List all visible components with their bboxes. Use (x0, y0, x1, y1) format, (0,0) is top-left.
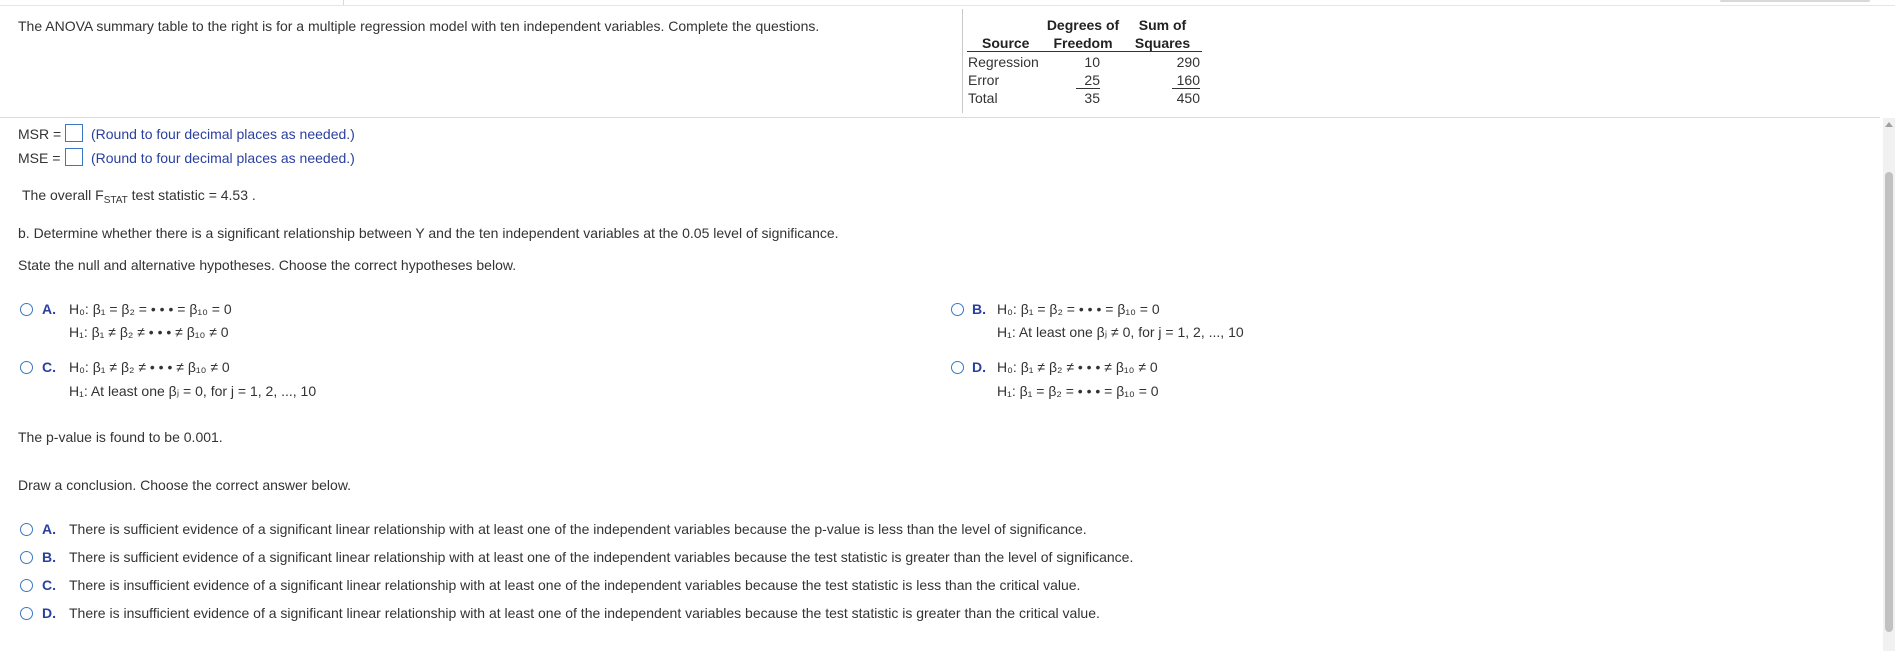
table-divider (962, 9, 963, 113)
row-ss: 450 (1176, 90, 1200, 106)
msr-input[interactable] (65, 124, 83, 142)
pvalue-text: The p-value is found to be 0.001. (18, 429, 223, 445)
scroll-up-icon[interactable] (1885, 122, 1893, 127)
row-df: 35 (1084, 90, 1100, 106)
option-h1: H₁: β₁ = β₂ = • • • = β₁₀ = 0 (997, 383, 1159, 399)
top-border (0, 5, 1895, 6)
option-letter: C. (42, 359, 56, 375)
scrollbar-thumb[interactable] (1885, 172, 1893, 632)
row-source: Total (968, 90, 998, 106)
option-text: There is insufficient evidence of a significant linear relationship with at least one of the independent variables because the test statistic is greater than the critical value. (69, 605, 1100, 621)
row-df: 25 (1084, 72, 1100, 88)
option-text: There is insufficient evidence of a significant linear relationship with at least one of the independent variables because the test statistic is less than the critical value. (69, 577, 1081, 593)
ss-total-line (1172, 88, 1200, 89)
option-text: There is sufficient evidence of a significant linear relationship with at least one of the independent variables because the p-value is less than the level of significance. (69, 521, 1087, 537)
option-h1: H₁: At least one βⱼ ≠ 0, for j = 1, 2, ..., 10 (997, 324, 1244, 340)
option-h0: H₀: β₁ = β₂ = • • • = β₁₀ = 0 (997, 301, 1160, 317)
option-text: There is sufficient evidence of a significant linear relationship with at least one of the independent variables because the test statistic is greater than the level of significance. (69, 549, 1134, 565)
radio-button[interactable] (20, 523, 33, 536)
top-tick (343, 0, 344, 5)
fstat-prefix: The overall F (22, 187, 104, 203)
part-b-question: b. Determine whether there is a significant relationship between Y and the ten independent variables at the 0.05 level of significance. (18, 225, 839, 241)
header-source: Source (982, 35, 1030, 51)
radio-button[interactable] (20, 551, 33, 564)
header-ss-line2: Squares (1134, 35, 1191, 51)
option-h1: H₁: β₁ ≠ β₂ ≠ • • • ≠ β₁₀ ≠ 0 (69, 324, 229, 340)
df-total-line (1076, 88, 1100, 89)
option-h0: H₀: β₁ ≠ β₂ ≠ • • • ≠ β₁₀ ≠ 0 (997, 359, 1158, 375)
fstat-sub: STAT (103, 195, 128, 206)
msr-label: MSR = (18, 126, 62, 142)
option-letter: B. (972, 301, 986, 317)
option-letter: B. (42, 549, 56, 565)
mse-label: MSE = (18, 150, 61, 166)
state-hypotheses: State the null and alternative hypotheses. Choose the correct hypotheses below. (18, 257, 517, 273)
row-ss: 160 (1176, 72, 1200, 88)
fstat-text (22, 187, 256, 206)
option-letter: A. (42, 301, 56, 317)
radio-button[interactable] (20, 607, 33, 620)
option-letter: C. (42, 577, 56, 593)
msr-hint: (Round to four decimal places as needed.) (91, 126, 355, 142)
radio-button[interactable] (20, 303, 33, 316)
option-letter: D. (972, 359, 986, 375)
header-underline (967, 51, 1202, 52)
radio-button[interactable] (951, 303, 964, 316)
intro-text: The ANOVA summary table to the right is for a multiple regression model with ten independent variables. Complete the questions. (18, 18, 820, 34)
mse-hint: (Round to four decimal places as needed.) (91, 150, 355, 166)
radio-button[interactable] (20, 361, 33, 374)
top-scroll-indicator (1720, 0, 1870, 2)
header-ss-line1: Sum of (1138, 17, 1187, 33)
fstat-suffix: test statistic = 4.53 . (127, 187, 256, 203)
row-df: 10 (1084, 54, 1100, 70)
header-df-line1: Degrees of (1046, 17, 1120, 33)
draw-conclusion: Draw a conclusion. Choose the correct answer below. (18, 477, 352, 493)
option-h0: H₀: β₁ ≠ β₂ ≠ • • • ≠ β₁₀ ≠ 0 (69, 359, 230, 375)
option-h1: H₁: At least one βⱼ = 0, for j = 1, 2, ..., 10 (69, 383, 317, 399)
radio-button[interactable] (951, 361, 964, 374)
header-df-line2: Freedom (1053, 35, 1113, 51)
row-source: Regression (968, 54, 1039, 70)
option-h0: H₀: β₁ = β₂ = • • • = β₁₀ = 0 (69, 301, 232, 317)
mse-input[interactable] (65, 148, 83, 166)
option-letter: D. (42, 605, 56, 621)
row-source: Error (968, 72, 1000, 88)
radio-button[interactable] (20, 579, 33, 592)
section-divider (0, 117, 1880, 118)
option-letter: A. (42, 521, 56, 537)
row-ss: 290 (1176, 54, 1200, 70)
